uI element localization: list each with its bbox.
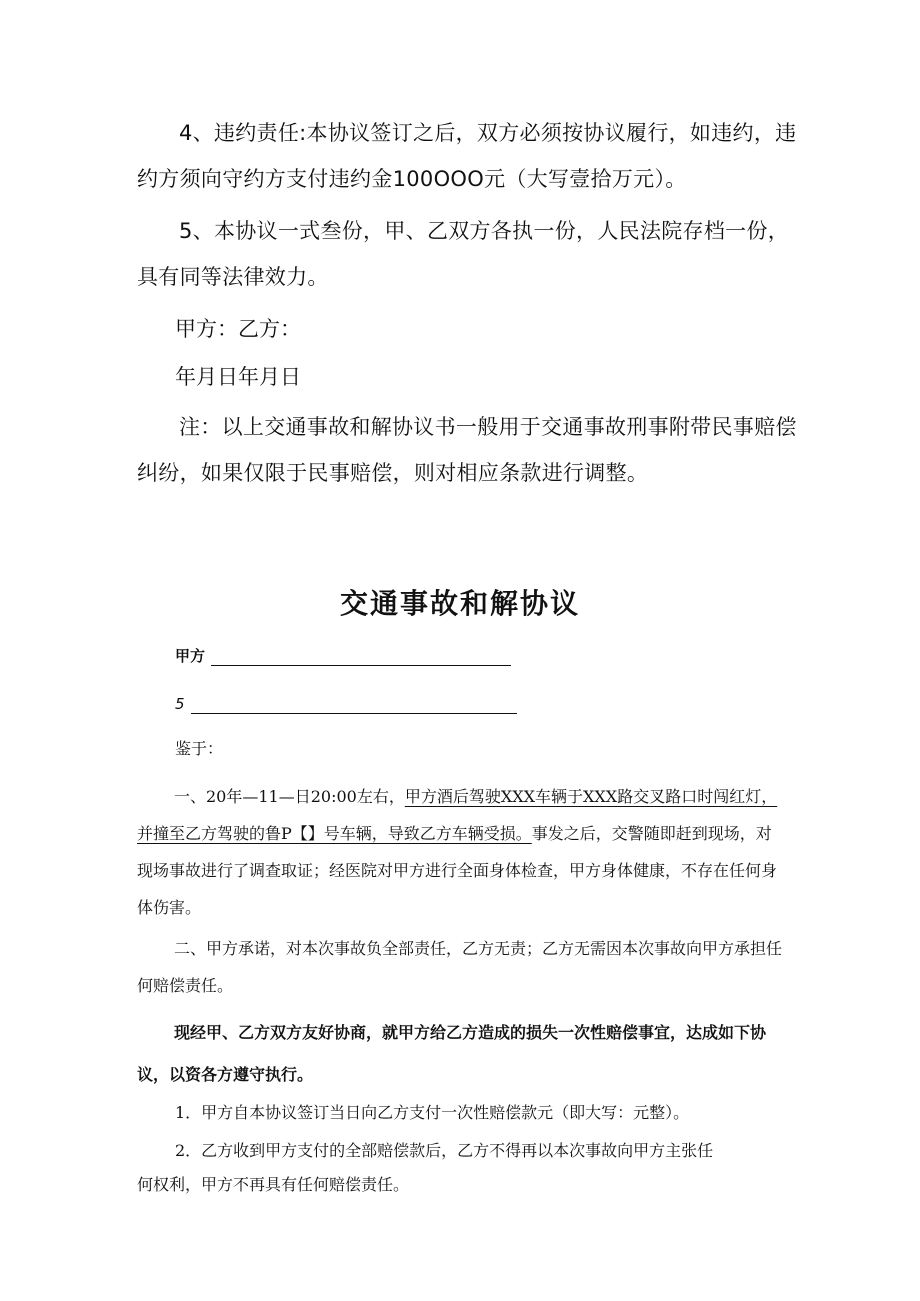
party-a-row [175, 646, 511, 666]
note-paragraph: 注：以上交通事故和解协议书一般用于交通事故刑事附带民事赔偿纠纷，如果仅限于民事赔偿，则对相应条款进行调整。 [137, 415, 797, 485]
term-2-line-2: 何权利，甲方不再具有任何赔偿责任。 [137, 1175, 410, 1194]
whereas-heading: 鉴于： [175, 739, 224, 758]
item-1-paragraph [137, 778, 787, 926]
agreement-title: 交通事故和解协议 [339, 587, 580, 620]
date-line: 年月日年月日 [175, 365, 301, 389]
party-b-blank-line[interactable] [191, 695, 517, 714]
item-1-prefix: 一、20年—11—日20:00左右， [174, 787, 405, 806]
party-a-label: 甲方 [175, 647, 206, 665]
item-1-underlined-text: 甲方酒后驾驶XXX车辆于XXX路交叉路口时闯红灯，并撞至乙方驾驶的鲁P【】号车辆，导致乙方车辆受损。 [137, 787, 778, 843]
party-a-blank-line[interactable] [211, 647, 511, 666]
item-1-suffix: 事发之后，交警随即赶到现场，对现场事故进行了调查取证；经医院对甲方进行全面身体检查，甲方身体健康，不存在任何身体伤害。 [137, 824, 778, 917]
clause-5-copies: 5、本协议一式叁份，甲、乙双方各执一份，人民法院存档一份，具有同等法律效力。 [137, 219, 790, 289]
party-b-row [175, 694, 517, 714]
item-2-paragraph: 二、甲方承诺，对本次事故负全部责任，乙方无责；乙方无需因本次事故向甲方承担任何赔偿责任。 [137, 939, 783, 995]
signature-line: 甲方：乙方： [175, 317, 301, 341]
term-1: 1．甲方自本协议签订当日向乙方支付一次性赔偿款元（即大写：元整）。 [175, 1103, 690, 1122]
term-2-line-1: 2．乙方收到甲方支付的全部赔偿款后，乙方不得再以本次事故向甲方主张任 [175, 1141, 714, 1160]
clause-4-breach-liability: 4、违约责任:本协议签订之后，双方必须按协议履行，如违约，违约方须向守约方支付违约金100OOO元（大写壹拾万元）。 [137, 121, 797, 191]
party-b-label: 5 [175, 695, 185, 713]
consensus-paragraph: 现经甲、乙方双方友好协商，就甲方给乙方造成的损失一次性赔偿事宜，达成如下协议，以资各方遵守执行。 [137, 1023, 767, 1084]
